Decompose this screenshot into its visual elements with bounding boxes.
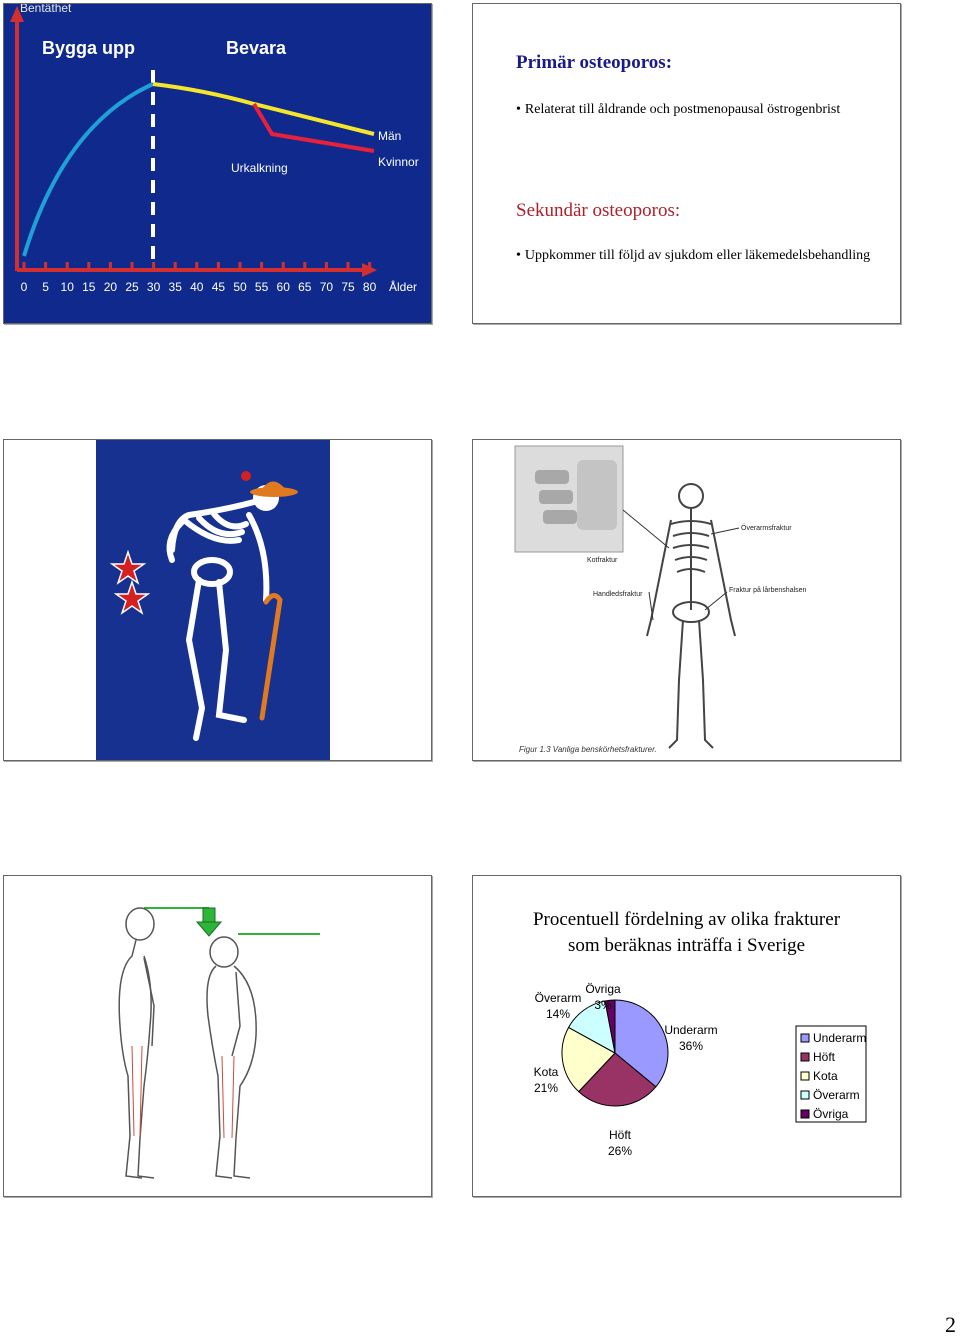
pain-mark-icon — [241, 471, 251, 481]
x-tick-label: 70 — [319, 280, 334, 294]
x-tick-label: 0 — [20, 280, 28, 294]
pie-slices — [562, 1000, 668, 1106]
x-tick-label: 25 — [125, 280, 139, 294]
x-tick-label: 5 — [42, 280, 49, 294]
legend-entry: Överarm — [813, 1088, 860, 1102]
slice-category-label: Höft — [608, 1128, 632, 1142]
slice-category-label: Övriga — [585, 982, 621, 996]
x-tick-label: 40 — [190, 280, 204, 294]
x-tick-label: 60 — [276, 280, 290, 294]
page-number: 2 — [945, 1312, 956, 1337]
x-tick-label: 50 — [233, 280, 247, 294]
primary-bullet-text: Relaterat till åldrande och postmenopausal östrogenbrist — [524, 102, 841, 117]
vertebra-fracture-label: Kotfraktur — [587, 557, 618, 564]
figure-caption: Figur 1.3 Vanliga benskörhetsfrakturer. — [519, 745, 657, 754]
upper-arm-fracture-label: Överarmsfraktur — [741, 525, 792, 532]
fracture-distribution-slide — [472, 875, 901, 1197]
fracture-sites-slide — [472, 439, 901, 761]
slice-value-label: 21% — [533, 1081, 559, 1095]
primary-heading: Primär osteoporos: — [516, 52, 673, 73]
fracture-sites-image — [473, 440, 900, 760]
x-tick-label: 75 — [341, 280, 355, 294]
slice-category-label: Kota — [533, 1065, 559, 1079]
legend-entry: Höft — [813, 1050, 836, 1064]
women-label: Kvinnor — [378, 155, 419, 169]
legend-swatch — [801, 1110, 809, 1118]
phase-keep-label: Bevara — [226, 38, 287, 58]
height-loss-image — [4, 876, 431, 1196]
height-loss-slide — [3, 875, 432, 1197]
stooped-skeleton-image — [4, 440, 431, 760]
slice-value-label: 14% — [545, 1007, 571, 1021]
slice-value-label: 26% — [607, 1144, 633, 1158]
skeleton-illustration-slide — [3, 439, 432, 761]
chart-title-line-2: som beräknas inträffa i Sverige — [567, 935, 806, 956]
slice-value-label: 36% — [678, 1039, 704, 1053]
legend-entry: Underarm — [813, 1031, 867, 1045]
secondary-bullet — [516, 247, 876, 265]
x-tick-label: 20 — [103, 280, 118, 294]
decalcification-label: Urkalkning — [231, 161, 288, 175]
phase-build-label: Bygga upp — [42, 38, 135, 58]
primary-bullet — [516, 101, 876, 119]
secondary-bullet-text: Uppkommer till följd av sjukdom eller läkemedelsbehandling — [524, 248, 871, 263]
legend-swatch — [801, 1034, 809, 1042]
height-loss-arrow-icon — [203, 908, 215, 922]
x-tick-label: 80 — [362, 280, 377, 294]
x-tick-label: 65 — [298, 280, 312, 294]
secondary-heading: Sekundär osteoporos: — [516, 200, 681, 221]
bullet-marker: • — [516, 102, 521, 117]
bone-density-chart — [4, 4, 431, 323]
wrist-fracture-label: Handledsfraktur — [593, 591, 643, 598]
bone-density-slide — [3, 3, 432, 324]
x-tick-label: 15 — [82, 280, 96, 294]
slice-value-label: 3% — [594, 998, 612, 1012]
x-axis-label: Ålder — [389, 280, 418, 294]
legend-entry: Kota — [813, 1069, 838, 1083]
legend-swatch — [801, 1091, 809, 1099]
legend-swatch — [801, 1072, 809, 1080]
fracture-pie-chart — [473, 876, 900, 1196]
x-tick-label: 45 — [211, 280, 226, 294]
y-axis-label: Bentäthet — [20, 4, 72, 15]
x-tick-label: 55 — [254, 280, 269, 294]
pie-legend — [796, 1026, 866, 1122]
legend-entry: Övriga — [813, 1107, 849, 1121]
legend-swatch — [801, 1053, 809, 1061]
slice-category-label: Underarm — [664, 1023, 718, 1037]
bullet-marker: • — [516, 248, 521, 263]
x-tick-label: 35 — [168, 280, 182, 294]
chart-title-line-1: Procentuell fördelning av olika frakturer — [532, 909, 841, 930]
osteoporosis-types-slide — [472, 3, 901, 324]
men-label: Män — [378, 129, 402, 143]
femur-fracture-label: Fraktur på lårbenshalsen — [729, 587, 807, 594]
x-tick-label: 30 — [146, 280, 161, 294]
x-tick-label: 10 — [60, 280, 74, 294]
slice-category-label: Överarm — [534, 991, 582, 1005]
